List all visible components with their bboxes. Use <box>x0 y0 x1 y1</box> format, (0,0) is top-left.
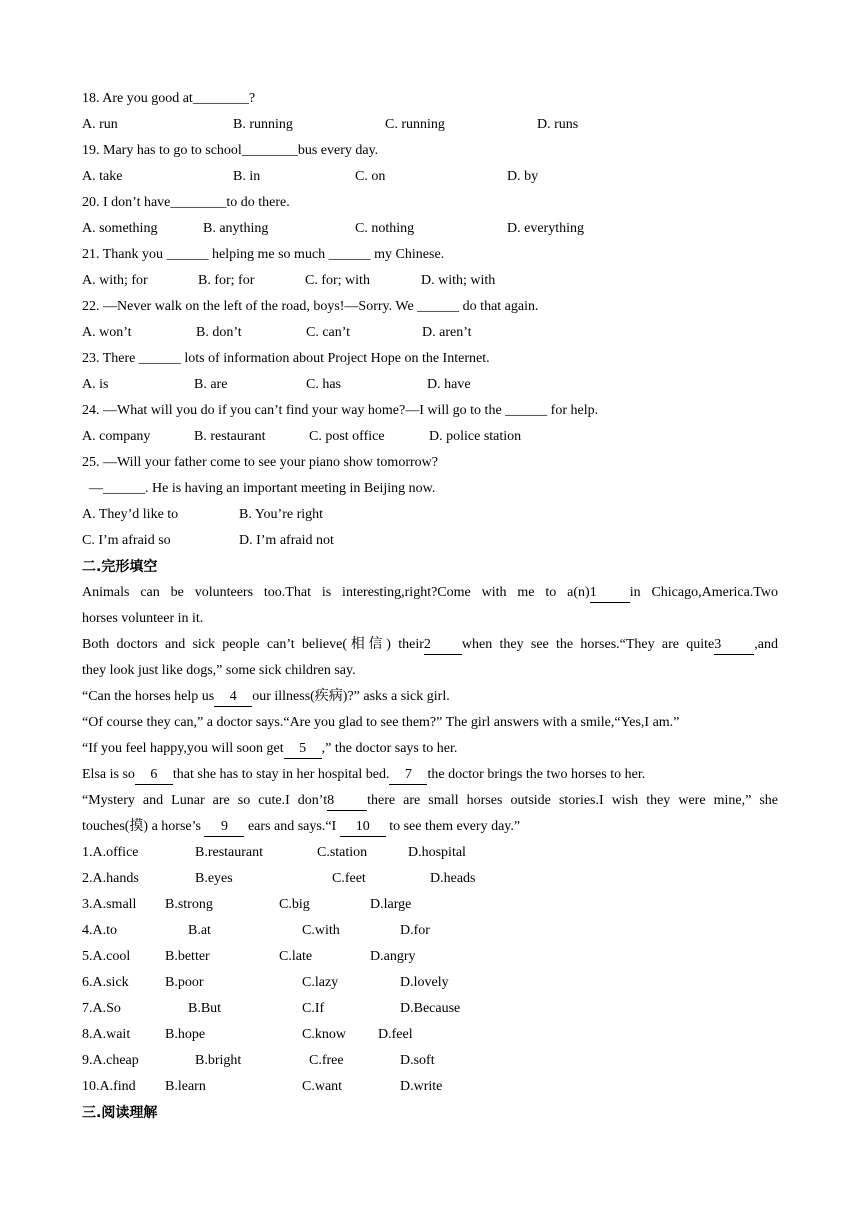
cloze-choice-row <box>82 1022 778 1048</box>
choice-b[interactable]: B.eyes <box>195 871 233 886</box>
blank-8[interactable]: 8 <box>327 792 367 811</box>
choice-c[interactable]: C.feet <box>332 871 366 886</box>
question-18-stem: 18. Are you good at________? <box>82 91 256 106</box>
choice-c[interactable]: C.free <box>309 1053 344 1068</box>
cloze-paragraph-6: Elsa is so 6 that she has to stay in her hospital bed. 7 the doctor brings the two horses to her. <box>82 762 778 788</box>
option-d[interactable]: D. police station <box>429 429 522 444</box>
option-a[interactable]: A. take <box>82 169 123 184</box>
question-22-options <box>82 320 778 346</box>
option-c[interactable]: C. nothing <box>355 221 415 236</box>
option-b[interactable]: B. are <box>194 377 228 392</box>
option-d[interactable]: D. runs <box>537 117 579 132</box>
choice-b[interactable]: B.poor <box>165 975 204 990</box>
choice-d[interactable]: D.for <box>400 923 430 938</box>
blank-9[interactable]: 9 <box>204 818 244 837</box>
choice-a[interactable]: 4.A.to <box>82 923 117 938</box>
choice-a[interactable]: 8.A.wait <box>82 1027 131 1042</box>
choice-c[interactable]: C.with <box>302 923 340 938</box>
choice-a[interactable]: 6.A.sick <box>82 975 129 990</box>
choice-d[interactable]: D.feel <box>378 1027 413 1042</box>
choice-a[interactable]: 1.A.office <box>82 845 139 860</box>
question-20-options <box>82 216 778 242</box>
question-20-stem: 20. I don’t have________to do there. <box>82 195 290 210</box>
option-a[interactable]: A. with; for <box>82 273 148 288</box>
option-b[interactable]: B. in <box>233 169 261 184</box>
blank-10[interactable]: 10 <box>340 818 386 837</box>
choice-a[interactable]: 7.A.So <box>82 1001 121 1016</box>
question-23-options <box>82 372 778 398</box>
option-d[interactable]: D. everything <box>507 221 584 236</box>
cloze-choice-row <box>82 892 778 918</box>
option-b[interactable]: B. for; for <box>198 273 255 288</box>
cloze-choice-row <box>82 970 778 996</box>
question-24-options <box>82 424 778 450</box>
cloze-paragraph-3: “Can the horses help us 4 our illness(疾病)?” asks a sick girl. <box>82 684 778 710</box>
cloze-choice-row <box>82 1048 778 1074</box>
cloze-paragraph-1-line-1: Animals can be volunteers too.That is interesting,right?Come with me to a(n)1 in Chicago,America.Two <box>82 580 778 606</box>
blank-5[interactable]: 5 <box>284 740 322 759</box>
question-21-options <box>82 268 778 294</box>
question-25-stem-reply: —______. He is having an important meeting in Beijing now. <box>89 481 436 496</box>
cloze-paragraph-1-line-2: horses volunteer in it. <box>82 611 204 626</box>
choice-c[interactable]: C.If <box>302 1001 325 1016</box>
cloze-paragraph-5: “If you feel happy,you will soon get 5 ,” the doctor says to her. <box>82 736 778 762</box>
choice-d[interactable]: D.Because <box>400 1001 461 1016</box>
choice-b[interactable]: B.at <box>188 923 211 938</box>
option-c[interactable]: C. for; with <box>305 273 370 288</box>
choice-a[interactable]: 10.A.find <box>82 1079 136 1094</box>
cloze-paragraph-7-line-2: touches(摸) a horse’s 9 ears and says.“I 10 to see them every day.” <box>82 814 778 840</box>
choice-b[interactable]: B.restaurant <box>195 845 264 860</box>
choice-d[interactable]: D.hospital <box>408 845 466 860</box>
choice-d[interactable]: D.heads <box>430 871 476 886</box>
cloze-choice-row <box>82 866 778 892</box>
option-d[interactable]: D. I’m afraid not <box>239 533 334 548</box>
question-25-options-row2 <box>82 528 778 554</box>
cloze-choice-row <box>82 918 778 944</box>
option-c[interactable]: C. has <box>306 377 341 392</box>
section-heading-cloze: 二.完形填空 <box>82 559 158 575</box>
choice-d[interactable]: D.lovely <box>400 975 449 990</box>
option-a[interactable]: A. is <box>82 377 109 392</box>
cloze-choice-row <box>82 840 778 866</box>
choice-a[interactable]: 3.A.small <box>82 897 137 912</box>
option-b[interactable]: B. don’t <box>196 325 242 340</box>
option-c[interactable]: C. on <box>355 169 386 184</box>
option-d[interactable]: D. aren’t <box>422 325 472 340</box>
choice-c[interactable]: C.big <box>279 897 310 912</box>
question-18-options <box>82 112 778 138</box>
question-21-stem: 21. Thank you ______ helping me so much ______ my Chinese. <box>82 247 445 262</box>
cloze-choice-row <box>82 996 778 1022</box>
option-d[interactable]: D. have <box>427 377 471 392</box>
question-25-options-row1 <box>82 502 778 528</box>
blank-3[interactable]: 3 <box>714 636 754 655</box>
choice-b[interactable]: B.learn <box>165 1079 206 1094</box>
worksheet-page <box>82 86 778 1126</box>
option-a[interactable]: A. something <box>82 221 158 236</box>
choice-b[interactable]: B.bright <box>195 1053 242 1068</box>
choice-a[interactable]: 9.A.cheap <box>82 1053 139 1068</box>
option-b[interactable]: B. You’re right <box>239 507 324 522</box>
choice-d[interactable]: D.angry <box>370 949 416 964</box>
option-c[interactable]: C. post office <box>309 429 385 444</box>
cloze-paragraph-4: “Of course they can,” a doctor says.“Are you glad to see them?” The girl answers with a smile,“Yes,I am.” <box>82 715 680 730</box>
choice-b[interactable]: B.better <box>165 949 210 964</box>
choice-b[interactable]: B.But <box>188 1001 222 1016</box>
option-c[interactable]: C. I’m afraid so <box>82 533 171 548</box>
section-heading-reading: 三.阅读理解 <box>82 1105 158 1121</box>
choice-d[interactable]: D.large <box>370 897 412 912</box>
blank-2[interactable]: 2 <box>424 636 462 655</box>
option-d[interactable]: D. with; with <box>421 273 496 288</box>
option-a[interactable]: A. company <box>82 429 151 444</box>
blank-4[interactable]: 4 <box>214 688 252 707</box>
choice-d[interactable]: D.write <box>400 1079 443 1094</box>
question-19-options <box>82 164 778 190</box>
cloze-choice-row <box>82 1074 778 1100</box>
option-a[interactable]: A. won’t <box>82 325 132 340</box>
blank-7[interactable]: 7 <box>389 766 427 785</box>
choice-c[interactable]: C.lazy <box>302 975 339 990</box>
choice-c[interactable]: C.station <box>317 845 368 860</box>
question-22-stem: 22. —Never walk on the left of the road, boys!—Sorry. We ______ do that again. <box>82 299 539 314</box>
option-b[interactable]: B. anything <box>203 221 269 236</box>
question-19-stem: 19. Mary has to go to school________bus every day. <box>82 143 379 158</box>
option-d[interactable]: D. by <box>507 169 539 184</box>
cloze-paragraph-2-line-1: Both doctors and sick people can’t believe(相信) their2 when they see the horses.“They are quite3 ,and <box>82 632 778 658</box>
choice-c[interactable]: C.late <box>279 949 313 964</box>
option-c[interactable]: C. can’t <box>306 325 351 340</box>
choice-c[interactable]: C.want <box>302 1079 343 1094</box>
question-25-stem: 25. —Will your father come to see your piano show tomorrow? <box>82 455 438 470</box>
choice-c[interactable]: C.know <box>302 1027 346 1042</box>
cloze-choice-row <box>82 944 778 970</box>
option-b[interactable]: B. restaurant <box>194 429 266 444</box>
question-23-stem: 23. There ______ lots of information about Project Hope on the Internet. <box>82 351 490 366</box>
choice-a[interactable]: 5.A.cool <box>82 949 131 964</box>
option-b[interactable]: B. running <box>233 117 293 132</box>
cloze-paragraph-2-line-2: they look just like dogs,” some sick children say. <box>82 663 356 678</box>
choice-d[interactable]: D.soft <box>400 1053 435 1068</box>
option-c[interactable]: C. running <box>385 117 445 132</box>
blank-1[interactable]: 1 <box>590 584 630 603</box>
cloze-paragraph-7-line-1: “Mystery and Lunar are so cute.I don’t8 there are small horses outside stories.I wish they were mine,” she <box>82 788 778 814</box>
option-a[interactable]: A. run <box>82 117 118 132</box>
question-24-stem: 24. —What will you do if you can’t find your way home?—I will go to the ______ for help. <box>82 403 599 418</box>
choice-b[interactable]: B.hope <box>165 1027 206 1042</box>
blank-6[interactable]: 6 <box>135 766 173 785</box>
choice-a[interactable]: 2.A.hands <box>82 871 139 886</box>
option-a[interactable]: A. They’d like to <box>82 507 179 522</box>
choice-b[interactable]: B.strong <box>165 897 213 912</box>
